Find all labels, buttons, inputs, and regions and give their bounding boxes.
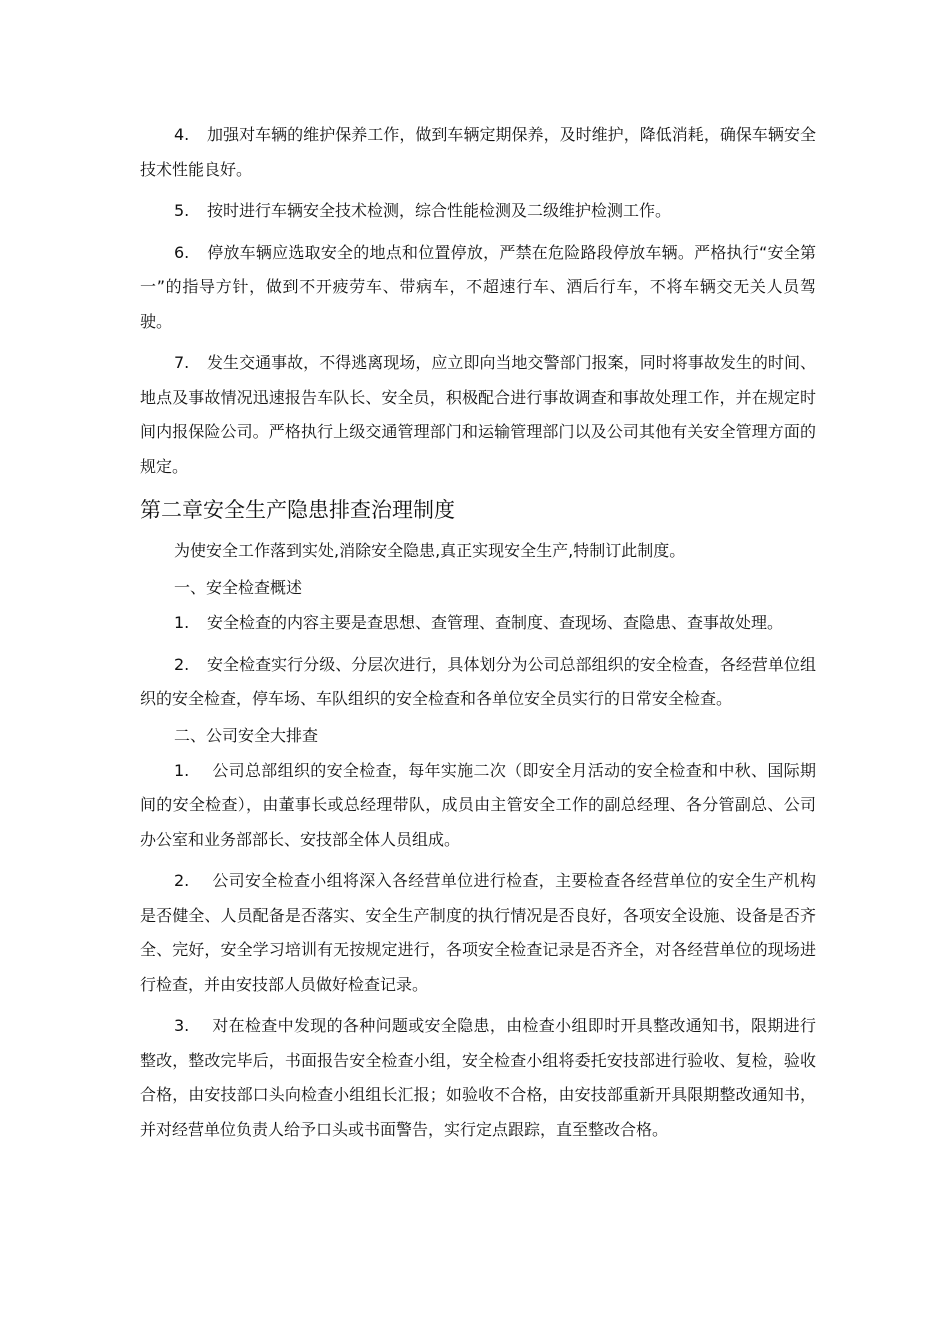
item-number: 6. xyxy=(174,242,190,262)
item-text: 安全检查的内容主要是查思想、查管理、查制度、查现场、查隐患、查事故处理。 xyxy=(207,613,784,632)
section2-item-3 xyxy=(140,1009,816,1147)
section1-item-2 xyxy=(140,648,816,717)
item-number: 1. xyxy=(174,613,190,632)
item-number: 1. xyxy=(174,760,190,780)
item-number: 4. xyxy=(174,125,190,144)
document-body xyxy=(140,118,816,1147)
section-title-2: 二、公司安全大排查 xyxy=(174,725,319,745)
list-item-top-7 xyxy=(140,346,816,484)
item-text: 对在检查中发现的各种问题或安全隐患，由检查小组即时开具整改通知书，限期进行整改，整改完毕后，书面报告安全检查小组，安全检查小组将委托安技部进行验收、复检，验收合格，由安技部口头向检查小组组长汇报；如验收不合格，由安技部重新开具限期整改通知书，并对经营单位负责人给予口头或书面警告，实行定点跟踪，直至整改合格。 xyxy=(140,1016,816,1139)
chapter-title: 第二章安全生产隐患排查治理制度 xyxy=(140,498,455,522)
item-number: 3. xyxy=(174,1016,190,1035)
section-title-1: 一、安全检查概述 xyxy=(174,578,303,597)
item-number: 2. xyxy=(174,871,190,890)
list-item-top-6 xyxy=(140,236,816,340)
item-number: 2. xyxy=(174,654,190,674)
list-item-top-5 xyxy=(140,194,816,229)
item-text: 安全检查实行分级、分层次进行，具体划分为公司总部组织的安全检查，各经营单位组织的安全检查，停车场、车队组织的安全检查和各单位安全员实行的日常安全检查。 xyxy=(140,654,816,708)
item-text: 停放车辆应选取安全的地点和位置停放，严禁在危险路段停放车辆。严格执行“安全第一”的指导方针，做到不开疲劳车、带病车，不超速行车、酒后行车，不将车辆交无关人员驾驶。 xyxy=(140,242,816,331)
item-text: 公司安全检查小组将深入各经营单位进行检查，主要检查各经营单位的安全生产机构是否健全、人员配备是否落实、安全生产制度的执行情况是否良好，各项安全设施、设备是否齐全、完好，安全学习培训有无按规定进行，各项安全检查记录是否齐全，对各经营单位的现场进行检查，并由安技部人员做好检查记录。 xyxy=(140,871,816,994)
item-text: 公司总部组织的安全检查，每年实施二次（即安全月活动的安全检查和中秋、国际期间的安全检查），由董事长或总经理带队，成员由主管安全工作的副总经理、各分管副总、公司办公室和业务部部长、安技部全体人员组成。 xyxy=(140,760,816,849)
item-text: 按时进行车辆安全技术检测，综合性能检测及二级维护检测工作。 xyxy=(207,201,672,220)
section1-item-1 xyxy=(140,606,816,641)
item-number: 5. xyxy=(174,201,190,220)
section2-item-2 xyxy=(140,864,816,1002)
intro-text: 为使安全工作落到实处,消除安全隐患,真正实现安全生产,特制订此制度。 xyxy=(174,541,686,560)
item-text: 加强对车辆的维护保养工作，做到车辆定期保养，及时维护，降低消耗，确保车辆安全技术性能良好。 xyxy=(140,125,816,179)
section2-item-1 xyxy=(140,754,816,858)
item-text: 发生交通事故，不得逃离现场，应立即向当地交警部门报案，同时将事故发生的时间、地点及事故情况迅速报告车队长、安全员，积极配合进行事故调查和事故处理工作，并在规定时间内报保险公司。严格执行上级交通管理部门和运输管理部门以及公司其他有关安全管理方面的规定。 xyxy=(140,353,816,476)
item-number: 7. xyxy=(174,353,190,372)
list-item-top-4 xyxy=(140,118,816,187)
